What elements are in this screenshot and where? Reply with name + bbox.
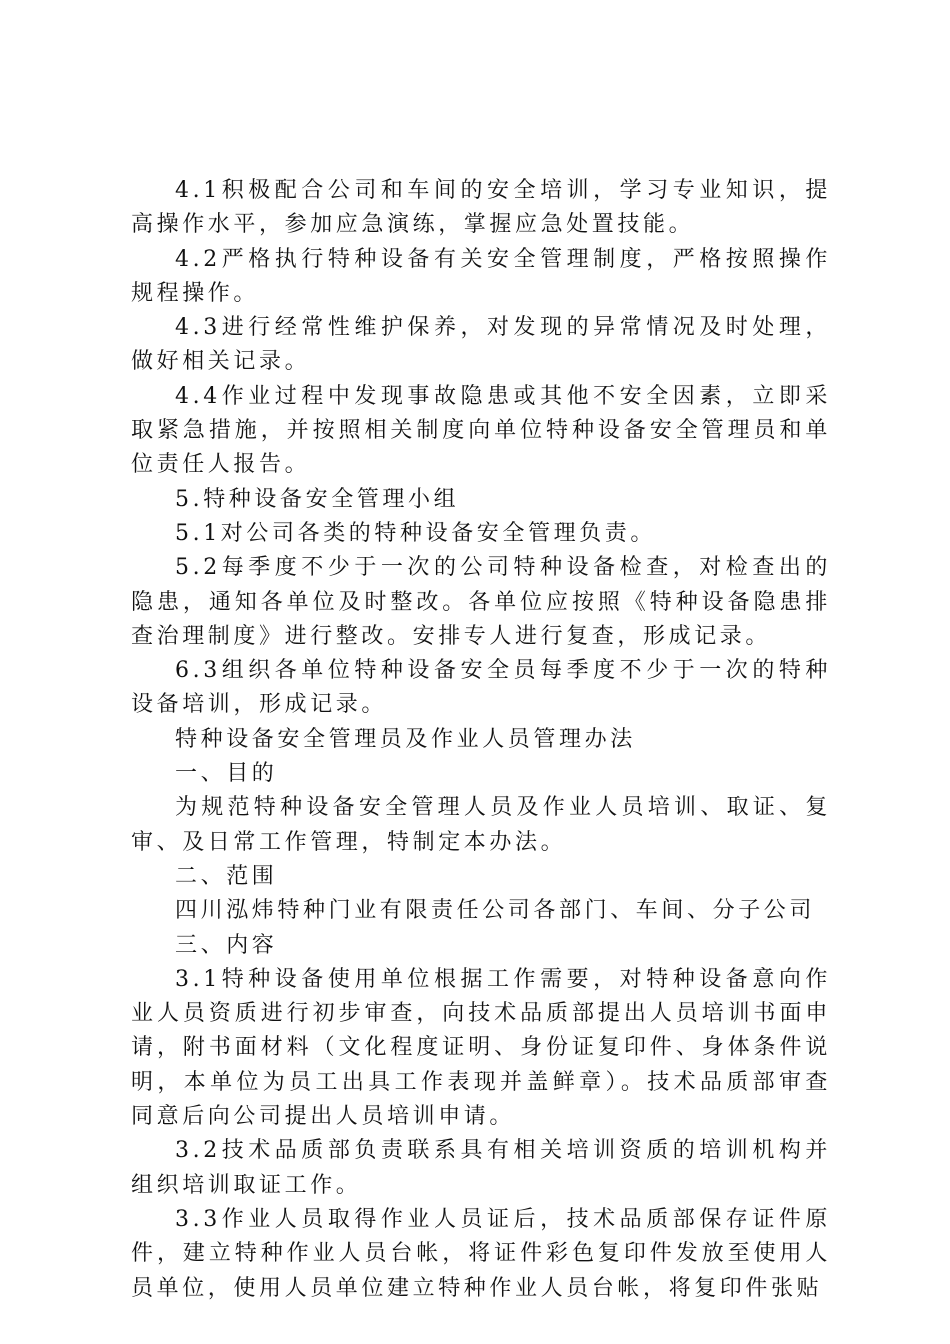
paragraph-scope: 四川泓炜特种门业有限责任公司各部门、车间、分子公司 xyxy=(175,898,816,924)
section-5-heading: 5.特种设备安全管理小组 xyxy=(175,486,460,512)
paragraph-3-2: 3.2技术品质部负责联系具有相关培训资质的培训机构并组织培训取证工作。 xyxy=(131,1138,831,1198)
paragraph-3-1: 3.1特种设备使用单位根据工作需要，对特种设备意向作业人员资质进行初步审查，向技术品质部提出人员培训书面申请，附书面材料（文化程度证明、身份证复印件、身体条件说明，本单位为员工出具工作表现并盖鲜章）。技术品质部审查同意后向公司提出人员培训申请。 xyxy=(131,966,831,1130)
paragraph-4-1: 4.1积极配合公司和车间的安全培训，学习专业知识，提高操作水平，参加应急演练，掌握应急处置技能。 xyxy=(131,178,831,238)
paragraph-4-2: 4.2严格执行特种设备有关安全管理制度，严格按照操作规程操作。 xyxy=(131,246,831,306)
paragraph-5-1: 5.1对公司各类的特种设备安全管理负责。 xyxy=(175,520,656,546)
paragraph-purpose: 为规范特种设备安全管理人员及作业人员培训、取证、复审、及日常工作管理，特制定本办法。 xyxy=(131,795,831,855)
section-content-heading: 三、内容 xyxy=(175,932,278,958)
document-body xyxy=(131,174,831,1306)
paragraph-4-4: 4.4作业过程中发现事故隐患或其他不安全因素，立即采取紧急措施，并按照相关制度向单位特种设备安全管理员和单位责任人报告。 xyxy=(131,383,831,478)
section-purpose-heading: 一、目的 xyxy=(175,761,278,787)
paragraph-4-3: 4.3进行经常性维护保养，对发现的异常情况及时处理，做好相关记录。 xyxy=(131,315,831,375)
section-scope-heading: 二、范围 xyxy=(175,863,278,889)
document-title: 特种设备安全管理员及作业人员管理办法 xyxy=(175,726,636,752)
paragraph-5-2: 5.2每季度不少于一次的公司特种设备检查，对检查出的隐患，通知各单位及时整改。各单位应按照《特种设备隐患排查治理制度》进行整改。安排专人进行复查，形成记录。 xyxy=(131,555,831,649)
paragraph-6-3: 6.3组织各单位特种设备安全员每季度不少于一次的特种设备培训，形成记录。 xyxy=(131,658,831,718)
paragraph-3-3: 3.3作业人员取得作业人员证后，技术品质部保存证件原件，建立特种作业人员台帐，将证件彩色复印件发放至使用人员单位，使用人员单位建立特种作业人员台帐，将复印件张贴 xyxy=(131,1206,831,1301)
